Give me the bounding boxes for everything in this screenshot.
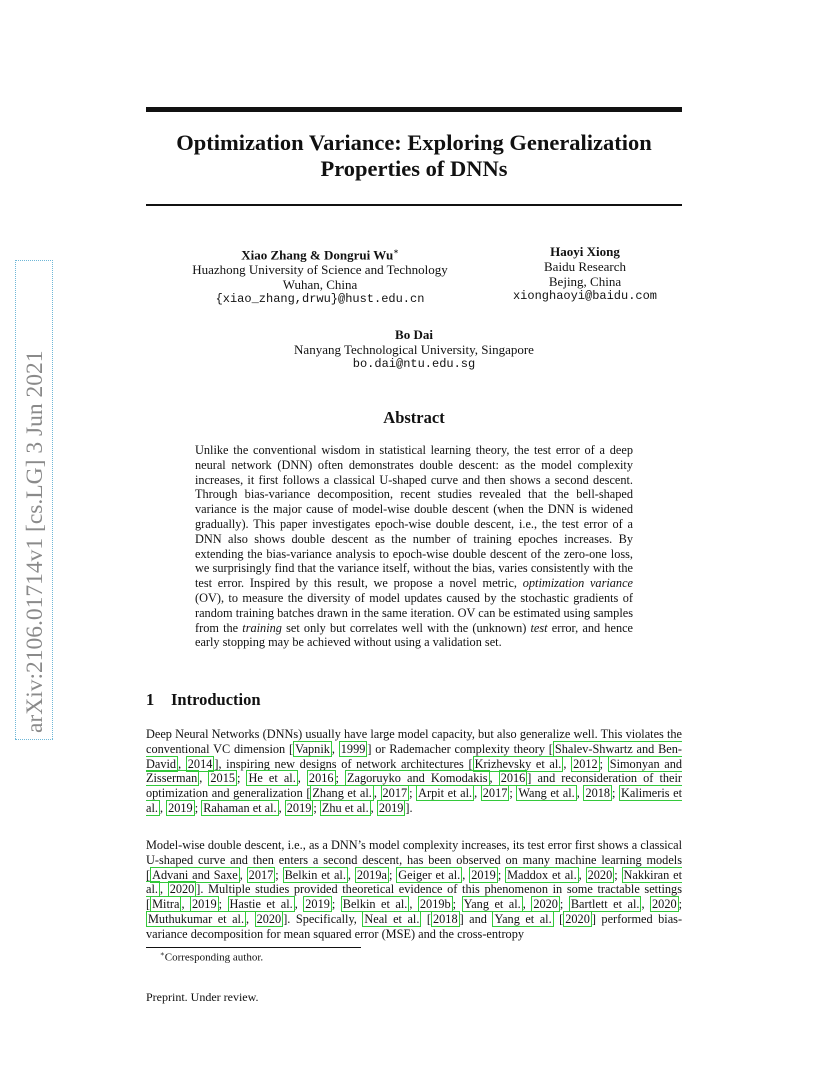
paragraph-text: ; <box>194 800 202 815</box>
title-rule-top <box>146 107 682 112</box>
citation-link[interactable]: 2016 <box>308 771 334 786</box>
citation-link[interactable]: Muthukumar et al. <box>148 911 245 926</box>
paragraph-text: ; <box>678 897 683 912</box>
author-email: {xiao_zhang,drwu}@hust.edu.cn <box>215 292 425 307</box>
paragraph-text: Deep Neural Networks (DNNs) usually have large model capacity, but also generalize well. This violates the conventional VC dimension [ <box>146 727 682 756</box>
citation-link[interactable]: He et al. <box>248 771 296 786</box>
paragraph-text: ] and reconsideration of their optimization and generalization [ <box>146 771 682 801</box>
citation-link[interactable]: 2020 <box>652 897 677 912</box>
preprint-notice: Preprint. Under review. <box>146 990 259 1004</box>
intro-paragraph-1 <box>146 727 682 816</box>
paragraph-text: ; <box>452 897 462 912</box>
paragraph-text: ; <box>614 867 622 882</box>
paragraph-text: , <box>370 800 377 815</box>
citation-link[interactable]: Wang et al. <box>518 786 575 801</box>
paragraph-text: , <box>474 786 481 801</box>
citation-link[interactable]: 2020 <box>565 911 590 926</box>
abstract-body: Unlike the conventional wisdom in statistical learning theory, the test error of a deep neural network (DNN) often demonstrates double descent: as the model complexity increases, it first follows a classical U-shaped curve and then shows a second descent. Through bias-variance decomposition, recent studies revealed that the bell-shaped variance is the major cause of model-wise double descent (when the DNN is widened gradually). This paper investigates epoch-wise double descent, i.e., the test error of a DNN also shows double descent as the number of training epoches increases. By extending the bias-variance analysis to epoch-wise double descent of the zero-one loss, we surprisingly find that the variance itself, without the bias, varies consistently with the test error. Inspired by this result, we propose a novel metric, optimization variance (OV), to measure the diversity of model updates caused by the stochastic gradients of random training batches drawn in the same iteration. OV can be estimated using samples from the training set only but correlates well with the (unknown) test error, and hence early stopping may be achieved without using a validation set. <box>195 443 634 650</box>
paper-title: Optimization Variance: Exploring Generalization Properties of DNNs <box>176 130 652 181</box>
paragraph-text: ]. <box>405 800 413 815</box>
paragraph-text: ; <box>236 771 247 786</box>
paragraph-text: [ <box>553 911 564 926</box>
citation-link[interactable]: 2017 <box>248 867 274 882</box>
intro-paragraph-2 <box>146 838 682 942</box>
citation-link[interactable]: Zhu et al. <box>321 800 369 815</box>
citation-link[interactable]: 2014 <box>187 756 213 771</box>
citation-link[interactable]: Belkin et al. <box>284 867 346 882</box>
footnote-marker: ∗ <box>160 950 165 958</box>
paragraph-text: ] or Rademacher complexity theory [ <box>367 741 553 756</box>
citation-link[interactable]: 2017 <box>482 786 508 801</box>
paragraph-text: , <box>294 897 304 912</box>
citation-link[interactable]: Shalev-Shwartz and Ben-David <box>146 741 682 771</box>
paragraph-text: , <box>409 897 418 912</box>
paragraph-text: , <box>489 771 499 786</box>
citation-link[interactable]: 2016 <box>500 771 526 786</box>
citation-link[interactable]: Mitra <box>152 897 180 912</box>
paragraph-text: ]. Specifically, <box>283 911 363 926</box>
paragraph-text: , <box>576 786 584 801</box>
paragraph-text: ] performed bias-variance decomposition for mean squared error (MSE) and the cross-entropy <box>146 911 683 941</box>
footnote-rule <box>146 947 361 948</box>
paragraph-text: , <box>159 882 168 897</box>
author-email: bo.dai@ntu.edu.sg <box>352 357 476 371</box>
paragraph-text: ; <box>218 897 228 912</box>
author-affiliation: Huazhong University of Science and Technology <box>192 262 448 278</box>
paragraph-text: Model-wise double descent, i.e., as a DNN’s model complexity increases, its test error first shows a classical U-shaped curve and then enters a second descent, has been observed on many machine learning models [ <box>146 838 682 882</box>
paragraph-text: , <box>641 897 651 912</box>
paragraph-text: ; <box>497 867 506 882</box>
paragraph-text: ] and <box>459 911 493 926</box>
citation-link[interactable]: 2019 <box>471 867 496 882</box>
paragraph-text: , <box>462 867 470 882</box>
paragraph-text: , <box>181 897 190 912</box>
citation-link[interactable]: Rahaman et al. <box>203 800 277 815</box>
author-email: xionghaoyi@baidu.com <box>512 289 658 303</box>
section-title: Introduction <box>171 690 261 709</box>
citation-link[interactable]: 2020 <box>169 882 195 897</box>
paragraph-text: , <box>347 867 355 882</box>
author-block-3 <box>214 327 614 372</box>
citation-link[interactable]: 2019b <box>419 897 451 912</box>
paragraph-text: , <box>239 867 247 882</box>
citation-link[interactable]: 2019 <box>168 800 193 815</box>
citation-link[interactable]: 2019 <box>378 800 404 815</box>
section-heading <box>146 690 261 710</box>
paragraph-text: ; <box>388 867 397 882</box>
citation-link[interactable]: 2012 <box>573 756 598 771</box>
paragraph-text: ; <box>409 786 417 801</box>
citation-link[interactable]: Simonyan and Zisserman <box>146 756 682 786</box>
author-name: Bo Dai <box>395 327 433 342</box>
author-location: Wuhan, China <box>282 277 358 293</box>
citation-link[interactable]: 2020 <box>256 911 282 926</box>
citation-link[interactable]: 2020 <box>533 897 558 912</box>
citation-link[interactable]: 2019 <box>286 800 312 815</box>
citation-link[interactable]: Arpit et al. <box>418 786 473 801</box>
paragraph-text: , <box>297 771 307 786</box>
citation-link[interactable]: Bartlett et al. <box>570 897 640 912</box>
paragraph-text: ; <box>612 786 620 801</box>
arxiv-identifier[interactable]: arXiv:2106.01714v1 [cs.LG] 3 Jun 2021 <box>15 260 53 740</box>
paragraph-text: ; <box>331 897 341 912</box>
footnote-text: Corresponding author. <box>164 951 264 964</box>
paragraph-text: ]. Multiple studies provided theoretical evidence of this phenomenon in some tractable settings [ <box>146 882 682 912</box>
citation-link[interactable]: Nakkiran et al. <box>146 867 683 897</box>
citation-link[interactable]: Kalimeris et al. <box>146 786 683 815</box>
citation-link[interactable]: Belkin et al. <box>342 897 408 912</box>
citation-link[interactable]: Hastie et al. <box>229 897 293 912</box>
citation-link[interactable]: Krizhevsky et al. <box>474 756 562 771</box>
paragraph-text: ], inspiring new designs of network architectures [ <box>214 756 473 771</box>
paragraph-text: ; <box>509 786 517 801</box>
citation-link[interactable]: Zhang et al. <box>312 786 372 801</box>
citation-link[interactable]: 2020 <box>587 867 613 882</box>
citation-link[interactable]: 2018 <box>433 911 458 926</box>
citation-link[interactable]: Vapnik <box>295 741 330 756</box>
author-name: Haoyi Xiong <box>550 244 620 259</box>
title-rule-bottom <box>146 204 682 206</box>
abstract-heading: Abstract <box>383 408 445 427</box>
paragraph-text: , <box>278 800 285 815</box>
paragraph-text: , <box>373 786 381 801</box>
paragraph-text: ; <box>599 756 608 771</box>
paragraph-text: , <box>331 741 339 756</box>
citation-link[interactable]: Neal et al. <box>364 911 420 926</box>
citation-link[interactable]: 2019a <box>356 867 387 882</box>
citation-link[interactable]: Geiger et al. <box>398 867 461 882</box>
author-affiliation: Nanyang Technological University, Singapore <box>294 342 534 357</box>
citation-link[interactable]: 2019 <box>305 897 330 912</box>
author-block-2 <box>485 244 685 304</box>
paragraph-text: ; <box>313 800 320 815</box>
paragraph-text: , <box>199 771 209 786</box>
author-block-1 <box>170 244 470 307</box>
citation-link[interactable]: Yang et al. <box>463 897 521 912</box>
citation-link[interactable]: 2019 <box>192 897 217 912</box>
paragraph-text: , <box>178 756 186 771</box>
paragraph-text: , <box>522 897 532 912</box>
author-marker: ∗ <box>393 247 399 256</box>
section-number: 1 <box>146 690 155 709</box>
paragraph-text: , <box>159 800 167 815</box>
paragraph-text: , <box>246 911 255 926</box>
citation-link[interactable]: Zagoruyko and Komodakis <box>347 771 488 786</box>
paragraph-text: ; <box>275 867 283 882</box>
paragraph-text: , <box>578 867 586 882</box>
author-location: Bejing, China <box>548 274 622 289</box>
paragraph-text: ; <box>335 771 345 786</box>
citation-link[interactable]: 1999 <box>340 741 366 756</box>
author-name: Xiao Zhang & Dongrui Wu <box>241 247 394 263</box>
citation-link[interactable]: Yang et al. <box>494 911 552 926</box>
citation-link[interactable]: 2018 <box>585 786 611 801</box>
citation-link[interactable]: Maddox et al. <box>507 867 577 882</box>
paragraph-text: , <box>563 756 572 771</box>
citation-link[interactable]: Advani and Saxe <box>152 867 238 882</box>
citation-link[interactable]: 2015 <box>210 771 235 786</box>
footnote <box>160 950 263 964</box>
author-affiliation: Baidu Research <box>544 259 626 274</box>
paragraph-text: ; <box>559 897 569 912</box>
paragraph-text: [ <box>421 911 431 926</box>
citation-link[interactable]: 2017 <box>382 786 408 801</box>
